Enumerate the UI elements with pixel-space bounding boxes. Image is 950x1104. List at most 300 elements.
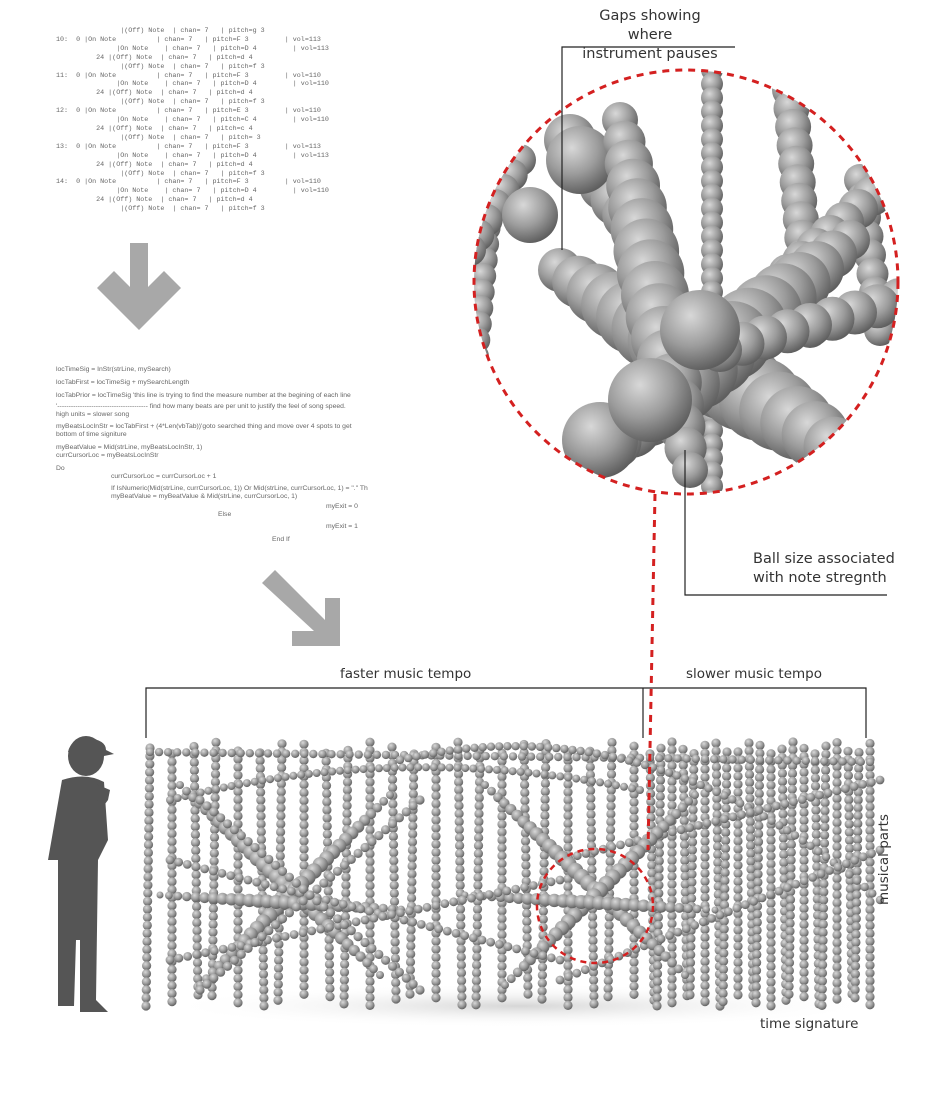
sphere (455, 833, 464, 842)
sphere (756, 756, 764, 764)
sphere (859, 852, 868, 861)
sphere (507, 974, 516, 983)
sphere (806, 842, 814, 850)
sphere (167, 757, 176, 766)
sphere (408, 837, 417, 846)
sphere (606, 809, 615, 818)
sphere (733, 885, 742, 894)
sphere (766, 946, 775, 955)
sphere (793, 757, 801, 765)
sphere (866, 758, 874, 766)
sphere (473, 905, 482, 914)
sphere (406, 941, 415, 950)
sphere (523, 981, 532, 990)
sphere (252, 878, 261, 887)
sphere (259, 985, 268, 994)
sphere (775, 821, 783, 829)
sphere (474, 857, 483, 866)
sphere (299, 804, 308, 813)
sphere (667, 872, 676, 881)
sphere (142, 961, 151, 970)
sphere (629, 742, 638, 751)
sphere (829, 757, 837, 765)
sphere (722, 764, 731, 773)
sphere (620, 783, 628, 791)
sphere (414, 763, 422, 771)
sphere (700, 845, 709, 854)
sphere (299, 740, 308, 749)
sphere (167, 821, 176, 830)
sphere (851, 946, 860, 955)
sphere (845, 828, 854, 837)
sphere (712, 770, 721, 779)
sphere (700, 765, 709, 774)
sphere (500, 752, 508, 760)
sphere (568, 746, 576, 754)
sphere (389, 864, 398, 873)
sphere (359, 765, 367, 773)
sphere (281, 932, 290, 941)
sphere (502, 887, 511, 896)
sphere (521, 861, 530, 870)
sphere (146, 748, 154, 756)
sphere (316, 925, 325, 934)
sphere (688, 854, 697, 863)
sphere (629, 774, 638, 783)
sphere (712, 802, 721, 811)
sphere (799, 952, 808, 961)
sphere (563, 827, 572, 836)
sphere (183, 952, 192, 961)
sphere (457, 992, 466, 1001)
sphere (157, 892, 164, 899)
sphere (799, 808, 808, 817)
gaps-label (576, 7, 724, 64)
sphere (820, 823, 829, 832)
sphere (412, 752, 420, 760)
sphere (689, 805, 698, 814)
sphere (190, 774, 199, 783)
sphere (274, 980, 283, 989)
sphere (200, 749, 208, 757)
sphere (167, 781, 176, 790)
sphere (388, 799, 397, 808)
sphere (616, 841, 625, 850)
sphere (563, 811, 572, 820)
sphere (233, 909, 242, 918)
sphere (563, 938, 572, 947)
sphere (404, 754, 412, 762)
sphere (766, 836, 775, 845)
sphere (853, 827, 862, 836)
sphere (367, 944, 376, 953)
event-table-line: 12: 0 |On Note | chan= 7 | pitch=E 3 | vol=110 (56, 107, 321, 116)
sphere (755, 806, 764, 815)
sphere (719, 981, 728, 990)
sphere (832, 962, 841, 971)
sphere (778, 809, 787, 818)
sphere (407, 925, 416, 934)
sphere (700, 973, 709, 982)
sphere (192, 878, 201, 887)
sphere (502, 187, 558, 243)
sphere (207, 991, 216, 1000)
sphere (228, 943, 237, 952)
sphere (754, 853, 763, 862)
sphere (167, 901, 176, 910)
sphere (865, 937, 874, 946)
sphere (722, 804, 731, 813)
sphere (865, 921, 874, 930)
sphere (273, 996, 282, 1005)
sphere (233, 974, 242, 983)
sphere (657, 766, 665, 774)
sphere (540, 770, 548, 778)
sphere (299, 812, 308, 821)
sphere (297, 771, 305, 779)
sphere (865, 826, 874, 835)
sphere (192, 862, 201, 871)
sphere (865, 747, 874, 756)
sphere (145, 768, 154, 777)
sphere (689, 765, 698, 774)
sphere (604, 936, 613, 945)
sphere (766, 899, 775, 908)
sphere (672, 452, 708, 488)
sphere (517, 768, 525, 776)
sphere (365, 738, 374, 747)
sphere (533, 770, 541, 778)
sphere (145, 784, 154, 793)
sphere (655, 848, 664, 857)
sphere (457, 952, 466, 961)
sphere (209, 974, 218, 983)
sphere (722, 772, 731, 781)
sphere (144, 816, 153, 825)
sphere (339, 900, 348, 909)
sphere (655, 864, 664, 873)
sphere (605, 921, 614, 930)
sphere (390, 929, 399, 938)
sphere (700, 805, 709, 814)
sphere (765, 756, 773, 764)
sphere (712, 746, 721, 755)
sphere (573, 851, 582, 860)
sphere (142, 969, 151, 978)
sphere (625, 838, 634, 847)
sphere (497, 930, 506, 939)
sphere (228, 749, 236, 757)
sphere (443, 927, 452, 936)
sphere (665, 931, 674, 940)
sphere (407, 877, 416, 886)
sphere (754, 845, 763, 854)
sphere (865, 794, 874, 803)
sphere (437, 748, 445, 756)
sphere (563, 1001, 572, 1010)
sphere (832, 994, 841, 1003)
sphere (667, 745, 676, 754)
sphere (733, 982, 742, 991)
sphere (325, 923, 334, 932)
sphere (712, 778, 721, 787)
sphere (165, 892, 173, 900)
sphere (563, 795, 572, 804)
sphere (818, 985, 827, 994)
sphere (820, 831, 829, 840)
sphere (674, 928, 683, 937)
sphere (191, 892, 201, 902)
sphere (581, 965, 590, 974)
sphere (457, 1000, 466, 1009)
sphere (318, 750, 326, 758)
sphere (766, 781, 775, 790)
sphere (778, 785, 787, 794)
sphere (572, 969, 581, 978)
sphere (210, 857, 219, 866)
sphere (818, 960, 827, 969)
sphere (473, 921, 482, 930)
sphere (752, 966, 761, 975)
sphere (467, 894, 476, 903)
sphere (689, 777, 697, 785)
sphere (563, 753, 571, 761)
sphere (654, 881, 663, 890)
sphere (609, 753, 617, 761)
sphere (365, 865, 374, 874)
sphere (431, 816, 440, 825)
sphere (325, 943, 334, 952)
sphere (431, 912, 440, 921)
sphere (774, 756, 782, 764)
sphere (166, 956, 175, 965)
sphere (431, 799, 440, 808)
sphere (546, 126, 614, 194)
sphere (540, 803, 549, 812)
sphere (854, 748, 863, 757)
sphere (720, 884, 729, 893)
sphere (218, 749, 226, 757)
sphere (197, 789, 205, 797)
sphere (501, 981, 509, 989)
sphere (391, 938, 400, 947)
sphere (606, 825, 615, 834)
sphere (544, 743, 552, 751)
sphere (586, 762, 595, 771)
sphere (457, 945, 466, 954)
sphere (679, 784, 688, 793)
sphere (462, 744, 470, 752)
sphere (452, 929, 461, 938)
sphere (653, 977, 662, 986)
sphere (264, 749, 272, 757)
vb-code-line: End If (272, 536, 290, 543)
sphere (799, 936, 808, 945)
sphere (520, 788, 529, 797)
sphere (811, 806, 820, 815)
sphere (700, 885, 709, 894)
sphere (787, 856, 796, 865)
sphere (752, 942, 761, 951)
sphere (589, 984, 598, 993)
sphere (390, 889, 399, 898)
sphere (145, 792, 154, 801)
sphere (143, 905, 152, 914)
sphere (469, 933, 478, 942)
sphere (274, 956, 283, 965)
sphere (733, 845, 742, 854)
sphere (208, 928, 217, 937)
sphere (564, 972, 573, 981)
sphere (653, 961, 662, 970)
sphere (820, 757, 828, 765)
sphere (144, 824, 153, 833)
sphere (733, 958, 742, 967)
sphere (721, 836, 730, 845)
sphere (235, 873, 244, 882)
vb-code-line: myExit = 0 (326, 503, 358, 510)
sphere (340, 861, 349, 870)
sphere (512, 945, 521, 954)
sphere (753, 918, 762, 927)
sphere (799, 992, 808, 1001)
sphere (798, 795, 807, 804)
sphere (680, 840, 689, 849)
sphere (785, 935, 794, 944)
sphere (733, 926, 742, 935)
sphere (365, 778, 374, 787)
sphere (667, 998, 676, 1007)
sphere (700, 853, 709, 862)
faster-tempo-label: faster music tempo (340, 666, 472, 682)
sphere (697, 781, 705, 789)
sphere (541, 787, 550, 796)
sphere (832, 794, 841, 803)
sphere (653, 985, 662, 994)
sphere (431, 880, 440, 889)
event-table-line: 13: 0 |On Note | chan= 7 | pitch=F 3 | vol=113 (56, 142, 321, 151)
sphere (270, 882, 279, 891)
sphere (819, 904, 828, 913)
sphere (143, 881, 152, 890)
sphere (629, 966, 638, 975)
sphere (865, 961, 874, 970)
sphere (390, 881, 399, 890)
sphere (788, 769, 797, 778)
sphere (407, 885, 416, 894)
sphere (720, 791, 728, 799)
sphere (145, 800, 154, 809)
sphere (142, 937, 151, 946)
sphere (818, 936, 827, 945)
sphere (745, 746, 754, 755)
sphere (607, 770, 616, 779)
sphere (712, 788, 720, 796)
sphere (674, 903, 684, 913)
sphere (259, 946, 268, 955)
sphere (406, 949, 415, 958)
sphere (785, 974, 794, 983)
sphere (257, 835, 266, 844)
sphere (719, 941, 728, 950)
sphere (457, 960, 466, 969)
sphere (799, 904, 808, 913)
sphere (848, 758, 856, 766)
sphere (190, 782, 199, 791)
sphere (700, 869, 709, 878)
sphere (446, 746, 454, 754)
sphere (674, 965, 683, 974)
sphere (470, 744, 478, 752)
sphere (799, 896, 808, 905)
sphere (853, 843, 862, 852)
sphere (728, 755, 736, 763)
sphere (376, 971, 384, 979)
sphere (274, 774, 282, 782)
sphere (791, 880, 800, 889)
sphere (607, 762, 616, 771)
sphere (853, 877, 861, 885)
sphere (538, 987, 547, 996)
sphere (299, 828, 308, 837)
sphere (431, 993, 440, 1002)
sphere (686, 982, 695, 991)
sphere (408, 918, 417, 927)
sphere (167, 909, 176, 918)
sphere (155, 748, 163, 756)
sphere (497, 875, 506, 884)
sphere (818, 977, 827, 986)
sphere (606, 857, 615, 866)
sphere (336, 767, 344, 775)
sphere (851, 954, 860, 963)
sphere (852, 890, 861, 899)
sphere (588, 912, 597, 921)
sphere (365, 794, 374, 803)
down-arrow-icon (97, 243, 181, 330)
sphere (563, 764, 572, 773)
sphere (817, 870, 826, 879)
sphere (211, 738, 220, 747)
sphere (733, 747, 742, 756)
sphere (700, 933, 709, 942)
sphere (787, 848, 796, 857)
sphere (608, 843, 617, 852)
sphere (832, 890, 841, 899)
sphere (327, 750, 335, 758)
sphere (799, 984, 808, 993)
vb-code-line: myExit = 1 (326, 523, 358, 530)
sphere (521, 845, 530, 854)
sphere (431, 856, 440, 865)
sphere (832, 906, 841, 915)
sphere (438, 763, 446, 771)
sphere (778, 769, 787, 778)
sphere (733, 974, 742, 983)
sphere (552, 744, 560, 752)
sphere (299, 966, 308, 975)
sphere (406, 965, 415, 974)
sphere (733, 828, 742, 837)
sphere (324, 887, 333, 896)
sphere (174, 794, 182, 802)
sphere (167, 941, 176, 950)
sphere (408, 829, 417, 838)
sphere (617, 755, 625, 763)
sphere (867, 849, 876, 858)
sphere (325, 960, 334, 969)
sphere (820, 839, 829, 848)
